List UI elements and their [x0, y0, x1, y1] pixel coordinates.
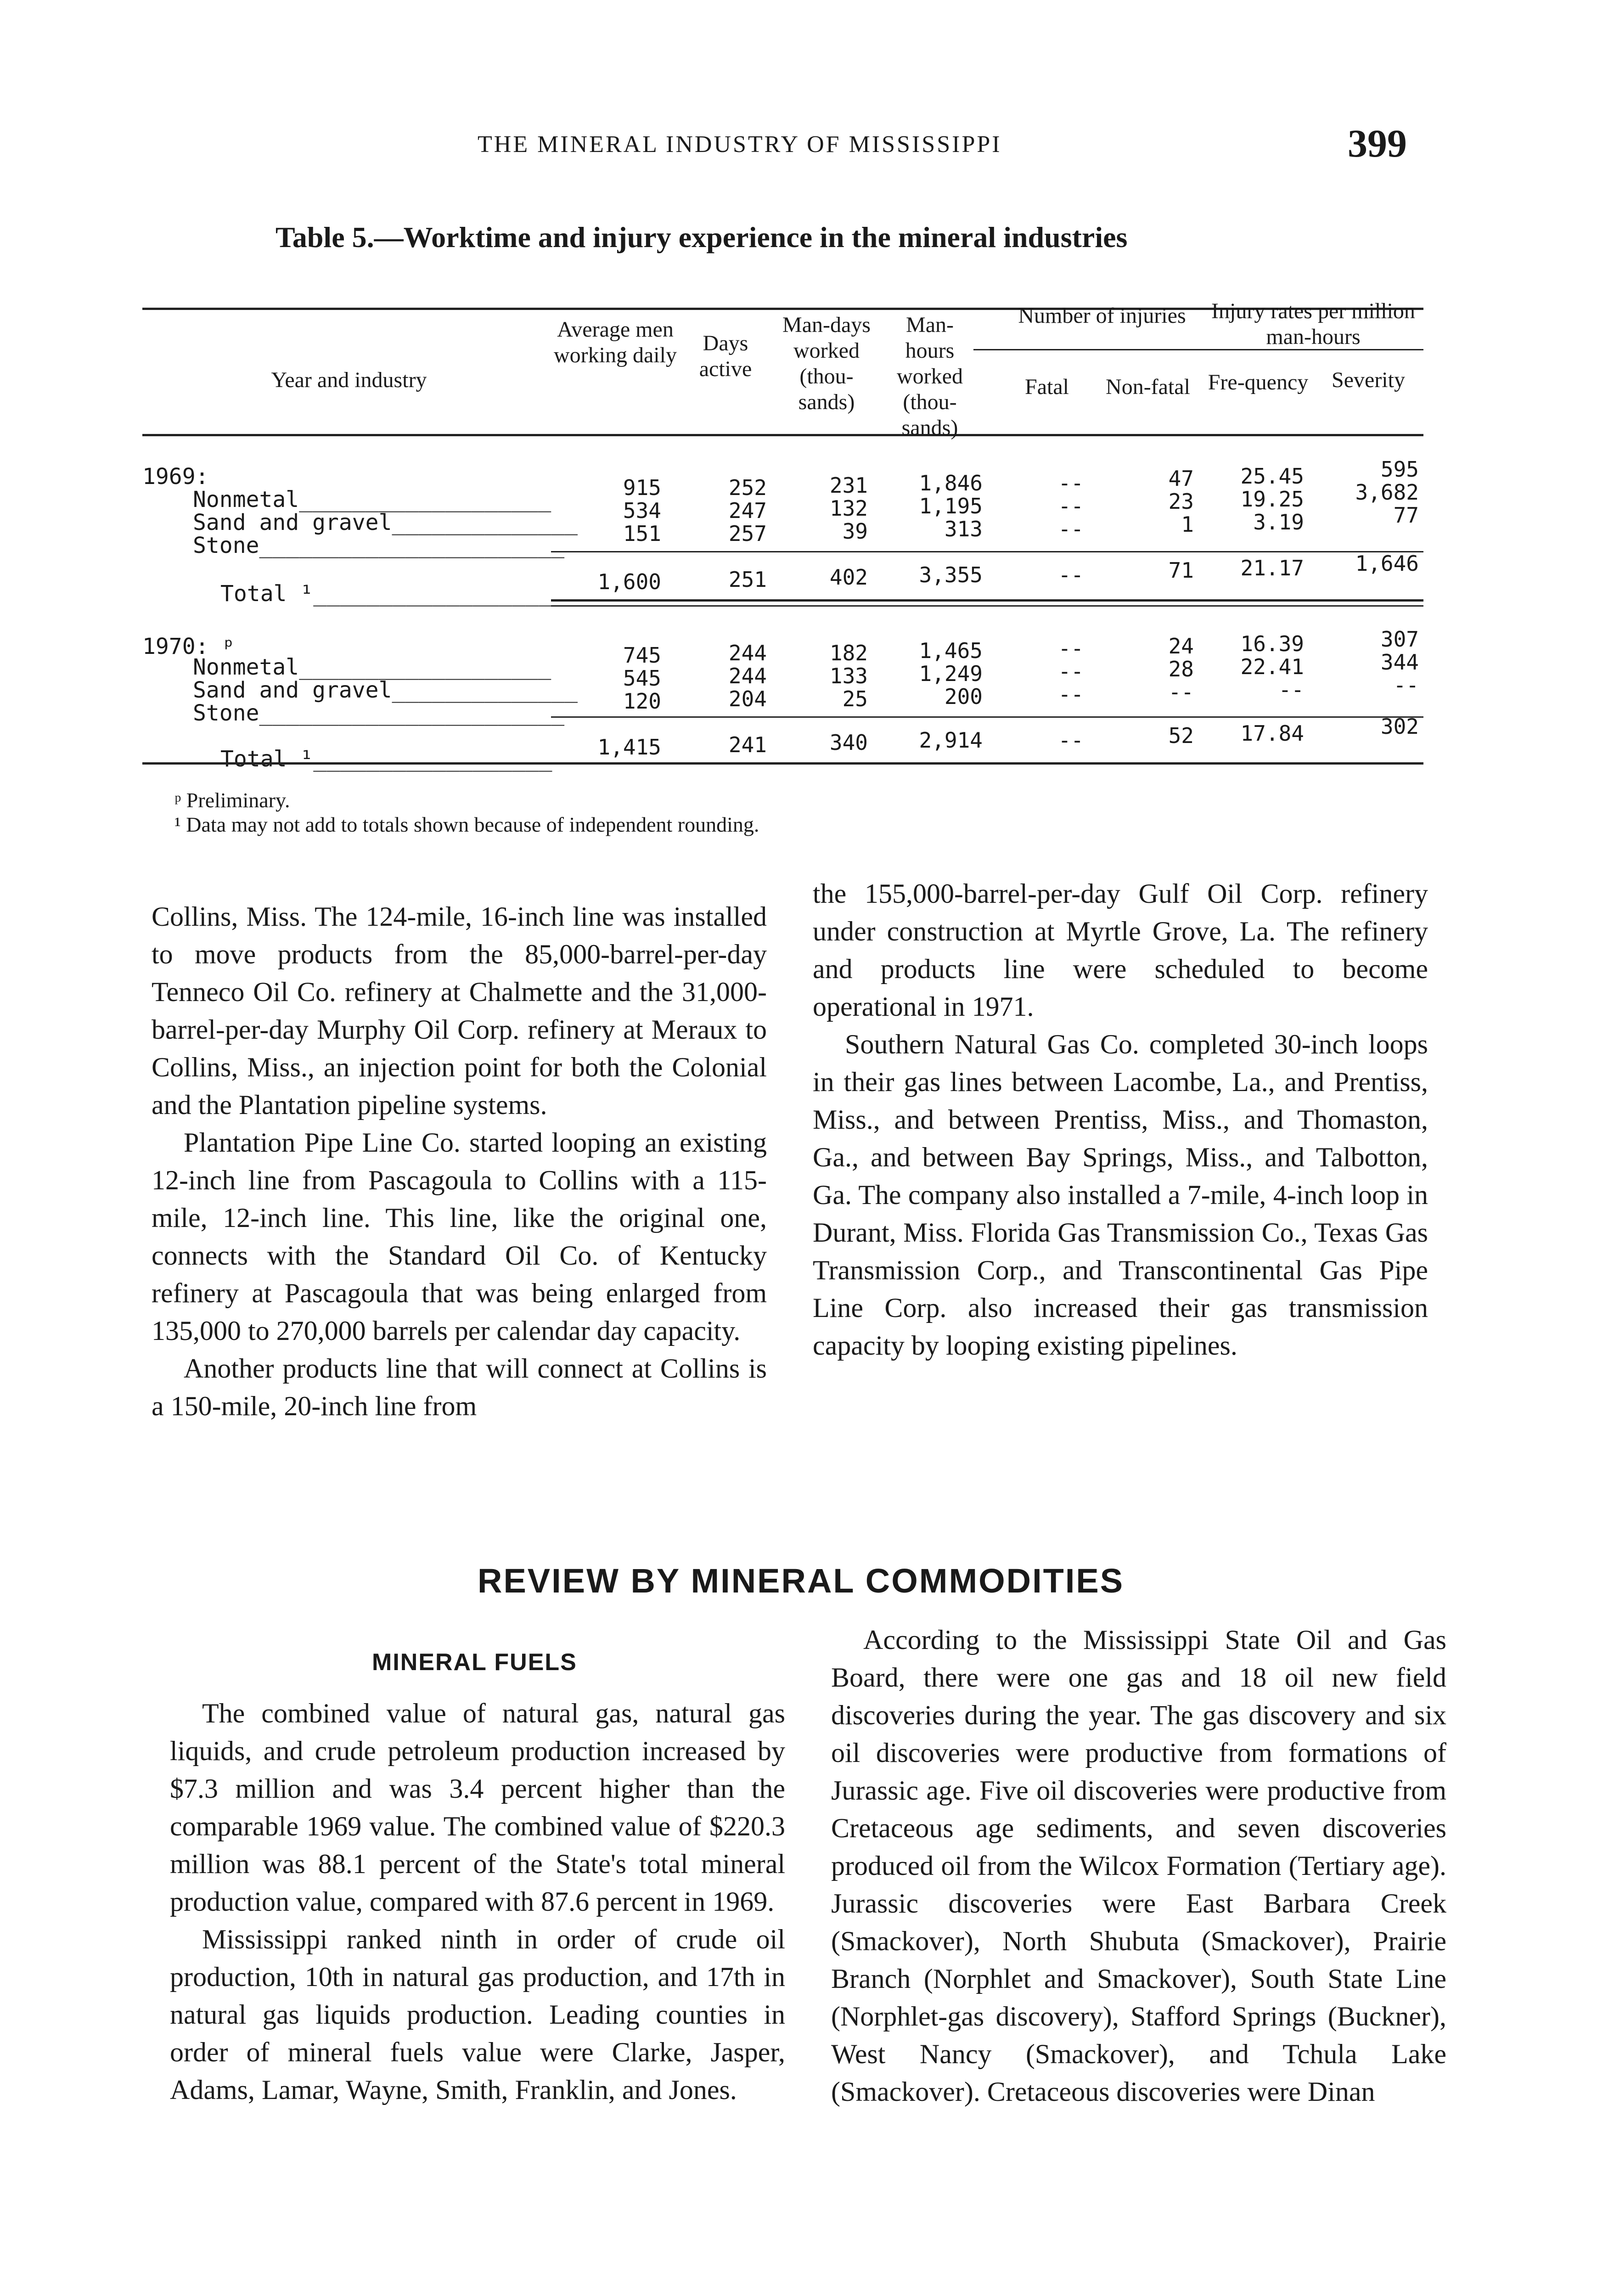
- cell-manhours: 313: [944, 517, 983, 541]
- row-label: Nonmetal___________________: [193, 487, 551, 512]
- cell-nonfatal: 71: [1168, 558, 1194, 583]
- cell-fatal: --: [1058, 636, 1084, 661]
- table-bottom-rule: [142, 762, 1423, 765]
- cell-men: 545: [623, 666, 661, 691]
- footnote-preliminary: ᵖ Preliminary.: [174, 788, 290, 812]
- cell-frequency: 17.84: [1240, 721, 1304, 746]
- cell-fatal: --: [1058, 563, 1084, 587]
- header-average-men: Average men working daily: [554, 317, 677, 367]
- cell-days: 241: [728, 732, 767, 757]
- header-man-hours: Man-hours worked (thou-sands): [897, 313, 963, 440]
- cell-severity: --: [1393, 673, 1419, 698]
- paragraph: Mississippi ranked ninth in order of crude oil production, 10th in natural gas production, and 17th in natural gas liquids production. Leading counties in order of mineral fuels value were Clarke, Jasper, Adams, Lamar, Wayne, Smith, Franklin, and Jones.: [170, 1924, 785, 2105]
- cell-men: 1,600: [597, 569, 661, 594]
- cell-mandays: 39: [842, 519, 868, 544]
- cell-fatal: --: [1058, 494, 1084, 518]
- cell-manhours: 2,914: [919, 728, 983, 753]
- row-label: Sand and gravel______________: [193, 677, 578, 703]
- subsection-heading: MINERAL FUELS: [372, 1649, 577, 1676]
- section-heading: REVIEW BY MINERAL COMMODITIES: [478, 1562, 1125, 1600]
- cell-frequency: 16.39: [1240, 631, 1304, 656]
- cell-days: 244: [728, 664, 767, 688]
- cell-manhours: 1,465: [919, 638, 983, 663]
- cell-days: 204: [728, 687, 767, 711]
- row-label: Total ¹__________________: [220, 746, 552, 772]
- header-year-industry: Year and industry: [271, 368, 427, 392]
- paragraph: Plantation Pipe Line Co. started looping an existing 12-inch line from Pascagoula to Collins with a 115-mile, 12-inch line. This line, like the original one, connects with the Standard Oil Co. of Kentucky refinery at Pascagoula that was being enlarged from 135,000 to 270,000 barrels per calendar day capacity.: [152, 1127, 767, 1346]
- table-title: Table 5.—Worktime and injury experience in the mineral industries: [276, 221, 1128, 253]
- cell-manhours: 1,249: [919, 661, 983, 686]
- right-column-upper: [813, 875, 1428, 1364]
- footnote-rounding: ¹ Data may not add to totals shown because of independent rounding.: [174, 813, 759, 836]
- cell-days: 252: [728, 475, 767, 500]
- header-fatal: Fatal: [1025, 375, 1069, 399]
- cell-nonfatal: --: [1168, 680, 1194, 704]
- row-label: Stone_______________________: [193, 533, 565, 558]
- cell-nonfatal: 47: [1168, 466, 1194, 491]
- paragraph: the 155,000-barrel-per-day Gulf Oil Corp. refinery under construction at Myrtle Grove, La. The refinery and products line were scheduled to become operational in 1971.: [813, 878, 1428, 1022]
- cell-men: 1,415: [597, 735, 661, 760]
- cell-manhours: 200: [944, 684, 983, 709]
- cell-men: 915: [623, 475, 661, 500]
- paragraph: The combined value of natural gas, natural gas liquids, and crude petroleum production increased by $7.3 million and was 3.4 percent higher than the comparable 1969 value. The combined value of $220.3 million was 88.1 percent of the State's total mineral production value, compared with 87.6 percent in 1969.: [170, 1698, 785, 1917]
- cell-days: 251: [728, 567, 767, 592]
- cell-frequency: 21.17: [1240, 556, 1304, 580]
- header-severity: Severity: [1332, 368, 1405, 392]
- cell-severity: 595: [1380, 457, 1419, 482]
- cell-severity: 344: [1380, 650, 1419, 675]
- cell-fatal: --: [1058, 728, 1084, 753]
- header-man-days: Man-days worked (thou-sands): [782, 313, 871, 414]
- cell-nonfatal: 1: [1181, 512, 1194, 537]
- cell-fatal: --: [1058, 682, 1084, 707]
- paragraph: Collins, Miss. The 124-mile, 16-inch line was installed to move products from the 85,000-barrel-per-day Tenneco Oil Co. refinery at Chalmette and the 31,000-barrel-per-day Murphy Oil Corp. refinery at Meraux to Collins, Miss., an injection point for both the Colonial and the Plantation pipeline systems.: [152, 901, 767, 1120]
- cell-days: 244: [728, 641, 767, 665]
- cell-mandays: 132: [829, 496, 868, 521]
- cell-days: 257: [728, 521, 767, 546]
- cell-mandays: 340: [829, 730, 868, 755]
- right-column-lower: [831, 1621, 1446, 2110]
- cell-severity: 1,646: [1355, 551, 1419, 576]
- header-frequency: Fre-quency: [1208, 370, 1309, 394]
- row-label: Stone_______________________: [193, 700, 565, 726]
- header-nonfatal: Non-fatal: [1106, 375, 1190, 399]
- cell-frequency: 19.25: [1240, 487, 1304, 512]
- row-label: Sand and gravel______________: [193, 510, 578, 535]
- cell-fatal: --: [1058, 471, 1084, 495]
- running-head: THE MINERAL INDUSTRY OF MISSISSIPPI: [478, 131, 1002, 158]
- cell-frequency: 25.45: [1240, 464, 1304, 489]
- cell-mandays: 25: [842, 687, 868, 711]
- paragraph: Another products line that will connect at Collins is a 150-mile, 20-inch line from: [152, 1353, 767, 1421]
- page-number: 399: [1348, 121, 1407, 165]
- cell-mandays: 402: [829, 565, 868, 590]
- cell-manhours: 1,846: [919, 471, 983, 495]
- row-label: Nonmetal___________________: [193, 654, 551, 680]
- row-label: Total ¹__________________: [220, 581, 552, 607]
- cell-severity: 302: [1380, 714, 1419, 739]
- cell-mandays: 133: [829, 664, 868, 688]
- subtotal-rule-1969: [551, 551, 1423, 552]
- year-label-1969: 1969:: [142, 464, 209, 490]
- header-days-active: Days active: [699, 331, 752, 381]
- total-rule-1969b: [551, 605, 1423, 607]
- left-column-upper: [152, 898, 767, 1425]
- left-column-lower: [170, 1694, 785, 2109]
- cell-days: 247: [728, 498, 767, 523]
- total-rule-1969: [551, 599, 1423, 602]
- paragraph: Southern Natural Gas Co. completed 30-inch loops in their gas lines between Lacombe, La., and Prentiss, Miss., and between Prentiss, Miss., and Thomaston, Ga., and between Bay Springs, Miss., and Talbotton, Ga. The company also installed a 7-mile, 4-inch loop in Durant, Miss. Florida Gas Transmission Co., Texas Gas Transmission Corp., and Transcontinental Gas Pipe Line Corp. also increased their gas transmission capacity by looping existing pipelines.: [813, 1029, 1428, 1361]
- cell-frequency: 3.19: [1253, 510, 1304, 535]
- cell-frequency: 22.41: [1240, 654, 1304, 679]
- cell-nonfatal: 23: [1168, 489, 1194, 514]
- header-injury-rates: Injury rates per million man-hours: [1211, 299, 1415, 349]
- cell-severity: 307: [1380, 627, 1419, 652]
- year-label-1970: 1970: ᵖ: [142, 634, 236, 659]
- cell-nonfatal: 24: [1168, 634, 1194, 658]
- subtotal-rule-1970: [551, 716, 1423, 718]
- cell-men: 120: [623, 689, 661, 714]
- cell-nonfatal: 52: [1168, 723, 1194, 748]
- paragraph: According to the Mississippi State Oil and Gas Board, there were one gas and 18 oil new field discoveries during the year. The gas discovery and six oil discoveries were productive from formations of Jurassic age. Five oil discoveries were productive from Cretaceous age sediments, and seven discoveries produced oil from the Wilcox Formation (Tertiary age). Jurassic discoveries were East Barbara Creek (Smackover), North Shubuta (Smackover), Prairie Branch (Norphlet and Smackover), South State Line (Norphlet-gas discovery), Stafford Springs (Buckner), West Nancy (Smackover), and Tchula Lake (Smackover). Cretaceous discoveries were Dinan: [831, 1625, 1446, 2107]
- cell-severity: 77: [1393, 503, 1419, 528]
- cell-men: 151: [623, 521, 661, 546]
- cell-nonfatal: 28: [1168, 657, 1194, 681]
- header-number-of-injuries: Number of injuries: [1018, 304, 1186, 328]
- cell-fatal: --: [1058, 659, 1084, 684]
- cell-mandays: 182: [829, 641, 868, 665]
- cell-men: 745: [623, 643, 661, 668]
- cell-fatal: --: [1058, 517, 1084, 541]
- cell-frequency: --: [1278, 677, 1304, 702]
- header-bottom-rule: [142, 434, 1423, 436]
- cell-manhours: 1,195: [919, 494, 983, 518]
- cell-mandays: 231: [829, 473, 868, 498]
- cell-men: 534: [623, 498, 661, 523]
- cell-manhours: 3,355: [919, 563, 983, 587]
- cell-severity: 3,682: [1355, 480, 1419, 505]
